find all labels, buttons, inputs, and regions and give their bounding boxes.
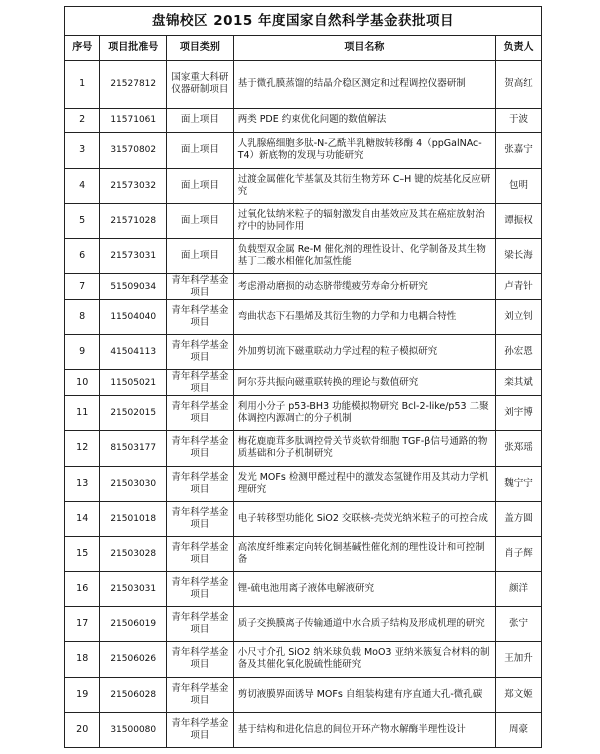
table-title: 盘锦校区 2015 年度国家自然科学基金获批项目	[65, 7, 542, 36]
row-leader: 张郑瑶	[496, 431, 542, 466]
table-row	[65, 431, 542, 466]
table-row	[65, 536, 542, 571]
row-project-name: 梅花鹿鹿茸多肽调控骨关节炎软骨细胞 TGF-β信号通路的物质基础和分子机制研究	[233, 431, 495, 466]
row-project-name: 两类 PDE 约束优化问题的数值解法	[233, 108, 495, 133]
row-seq: 7	[65, 274, 100, 300]
row-approval-no: 21527812	[100, 61, 167, 109]
row-leader: 郑文姬	[496, 677, 542, 712]
row-category: 青年科学基金项目	[167, 642, 234, 677]
table-row	[65, 108, 542, 133]
row-project-name: 利用小分子 p53-BH3 功能模拟物研究 Bcl-2-like/p53 二聚体调控内源凋亡的分子机制	[233, 396, 495, 431]
table-row	[65, 572, 542, 607]
table-row	[65, 642, 542, 677]
table-row	[65, 299, 542, 334]
row-seq: 18	[65, 642, 100, 677]
row-project-name: 阿尔芬共振向磁重联转换的理论与数值研究	[233, 370, 495, 396]
row-category: 青年科学基金项目	[167, 607, 234, 642]
row-seq: 16	[65, 572, 100, 607]
row-leader: 张嘉宁	[496, 133, 542, 168]
row-leader: 贺高红	[496, 61, 542, 109]
row-leader: 卢青针	[496, 274, 542, 300]
row-seq: 8	[65, 299, 100, 334]
row-category: 面上项目	[167, 168, 234, 203]
row-seq: 9	[65, 335, 100, 370]
row-category: 国家重大科研仪器研制项目	[167, 61, 234, 109]
row-seq: 20	[65, 712, 100, 747]
row-seq: 3	[65, 133, 100, 168]
row-seq: 1	[65, 61, 100, 109]
row-category: 青年科学基金项目	[167, 712, 234, 747]
header-leader: 负责人	[496, 36, 542, 61]
row-approval-no: 21503031	[100, 572, 167, 607]
row-seq: 5	[65, 203, 100, 238]
row-approval-no: 21506019	[100, 607, 167, 642]
row-category: 面上项目	[167, 108, 234, 133]
row-approval-no: 31570802	[100, 133, 167, 168]
row-category: 青年科学基金项目	[167, 370, 234, 396]
row-seq: 2	[65, 108, 100, 133]
table-row	[65, 396, 542, 431]
row-category: 青年科学基金项目	[167, 677, 234, 712]
row-project-name: 过渡金属催化苄基氯及其衍生物芳环 C–H 键的烷基化反应研究	[233, 168, 495, 203]
row-leader: 包明	[496, 168, 542, 203]
row-seq: 6	[65, 238, 100, 273]
row-approval-no: 21501018	[100, 501, 167, 536]
row-category: 青年科学基金项目	[167, 335, 234, 370]
row-approval-no: 21573031	[100, 238, 167, 273]
row-seq: 11	[65, 396, 100, 431]
table-row	[65, 370, 542, 396]
row-project-name: 外加剪切流下磁重联动力学过程的粒子模拟研究	[233, 335, 495, 370]
row-category: 青年科学基金项目	[167, 572, 234, 607]
table-row	[65, 677, 542, 712]
row-category: 青年科学基金项目	[167, 536, 234, 571]
row-approval-no: 21503028	[100, 536, 167, 571]
row-leader: 王加升	[496, 642, 542, 677]
row-approval-no: 41504113	[100, 335, 167, 370]
row-leader: 于波	[496, 108, 542, 133]
row-project-name: 弯曲状态下石墨烯及其衍生物的力学和力电耦合特性	[233, 299, 495, 334]
row-category: 面上项目	[167, 133, 234, 168]
row-project-name: 考虑滑动磨损的动态脐带缆疲劳寿命分析研究	[233, 274, 495, 300]
row-category: 青年科学基金项目	[167, 299, 234, 334]
row-leader: 周豪	[496, 712, 542, 747]
row-approval-no: 51509034	[100, 274, 167, 300]
row-project-name: 小尺寸介孔 SiO2 纳米球负载 MoO3 亚纳米簇复合材料的制备及其催化氧化脱硫性能研究	[233, 642, 495, 677]
row-category: 青年科学基金项目	[167, 431, 234, 466]
table-row	[65, 238, 542, 273]
header-category: 项目类别	[167, 36, 234, 61]
row-leader: 谭振权	[496, 203, 542, 238]
row-approval-no: 21506028	[100, 677, 167, 712]
row-project-name: 锂-硫电池用离子液体电解液研究	[233, 572, 495, 607]
row-leader: 刘立钊	[496, 299, 542, 334]
table-row	[65, 133, 542, 168]
header-row	[65, 36, 542, 61]
table-row	[65, 501, 542, 536]
row-approval-no: 21571028	[100, 203, 167, 238]
table-row	[65, 466, 542, 501]
row-leader: 刘宇博	[496, 396, 542, 431]
row-approval-no: 31500080	[100, 712, 167, 747]
row-leader: 颜洋	[496, 572, 542, 607]
row-approval-no: 11505021	[100, 370, 167, 396]
table-row	[65, 712, 542, 747]
row-seq: 15	[65, 536, 100, 571]
row-seq: 13	[65, 466, 100, 501]
table-row	[65, 607, 542, 642]
row-category: 面上项目	[167, 203, 234, 238]
header-project-name: 项目名称	[233, 36, 495, 61]
row-leader: 肖子辉	[496, 536, 542, 571]
row-project-name: 高浓度纤维素定向转化铜基碱性催化剂的理性设计和可控制备	[233, 536, 495, 571]
row-leader: 张宁	[496, 607, 542, 642]
row-category: 青年科学基金项目	[167, 501, 234, 536]
row-project-name: 发光 MOFs 检测甲醛过程中的激发态氢键作用及其动力学机理研究	[233, 466, 495, 501]
row-approval-no: 21506026	[100, 642, 167, 677]
row-approval-no: 11571061	[100, 108, 167, 133]
header-seq: 序号	[65, 36, 100, 61]
table-row	[65, 203, 542, 238]
row-project-name: 基于微孔膜蒸馏的结晶介稳区测定和过程调控仪器研制	[233, 61, 495, 109]
row-seq: 14	[65, 501, 100, 536]
row-leader: 盖方圆	[496, 501, 542, 536]
row-seq: 12	[65, 431, 100, 466]
row-approval-no: 21503030	[100, 466, 167, 501]
row-project-name: 人乳腺癌细胞多肽-N-乙酰半乳糖胺转移酶 4（ppGalNAc-T4）新底物的发现与功能研究	[233, 133, 495, 168]
row-project-name: 基于结构和进化信息的间位开环产物水解酶半理性设计	[233, 712, 495, 747]
row-leader: 孙宏恩	[496, 335, 542, 370]
row-approval-no: 81503177	[100, 431, 167, 466]
row-approval-no: 11504040	[100, 299, 167, 334]
funding-table	[64, 6, 542, 748]
row-category: 面上项目	[167, 238, 234, 273]
table-row	[65, 61, 542, 109]
row-project-name: 过氧化钛纳米粒子的辐射激发自由基效应及其在癌症放射治疗中的协同作用	[233, 203, 495, 238]
row-project-name: 剪切液膜界面诱导 MOFs 自组装构建有序直通大孔-微孔碳	[233, 677, 495, 712]
row-seq: 19	[65, 677, 100, 712]
row-project-name: 负载型双金属 Re-M 催化剂的理性设计、化学制备及其生物基丁二酸水相催化加氢性能	[233, 238, 495, 273]
row-category: 青年科学基金项目	[167, 396, 234, 431]
row-leader: 魏宁宁	[496, 466, 542, 501]
table-row	[65, 168, 542, 203]
row-approval-no: 21573032	[100, 168, 167, 203]
row-leader: 栾其斌	[496, 370, 542, 396]
header-approval-no: 项目批准号	[100, 36, 167, 61]
row-seq: 4	[65, 168, 100, 203]
row-project-name: 质子交换膜离子传输通道中水合质子结构及形成机理的研究	[233, 607, 495, 642]
row-seq: 17	[65, 607, 100, 642]
table-row	[65, 335, 542, 370]
table-row	[65, 274, 542, 300]
row-leader: 梁长海	[496, 238, 542, 273]
row-project-name: 电子转移型功能化 SiO2 交联核-壳荧光纳米粒子的可控合成	[233, 501, 495, 536]
row-category: 青年科学基金项目	[167, 274, 234, 300]
row-seq: 10	[65, 370, 100, 396]
row-category: 青年科学基金项目	[167, 466, 234, 501]
row-approval-no: 21502015	[100, 396, 167, 431]
